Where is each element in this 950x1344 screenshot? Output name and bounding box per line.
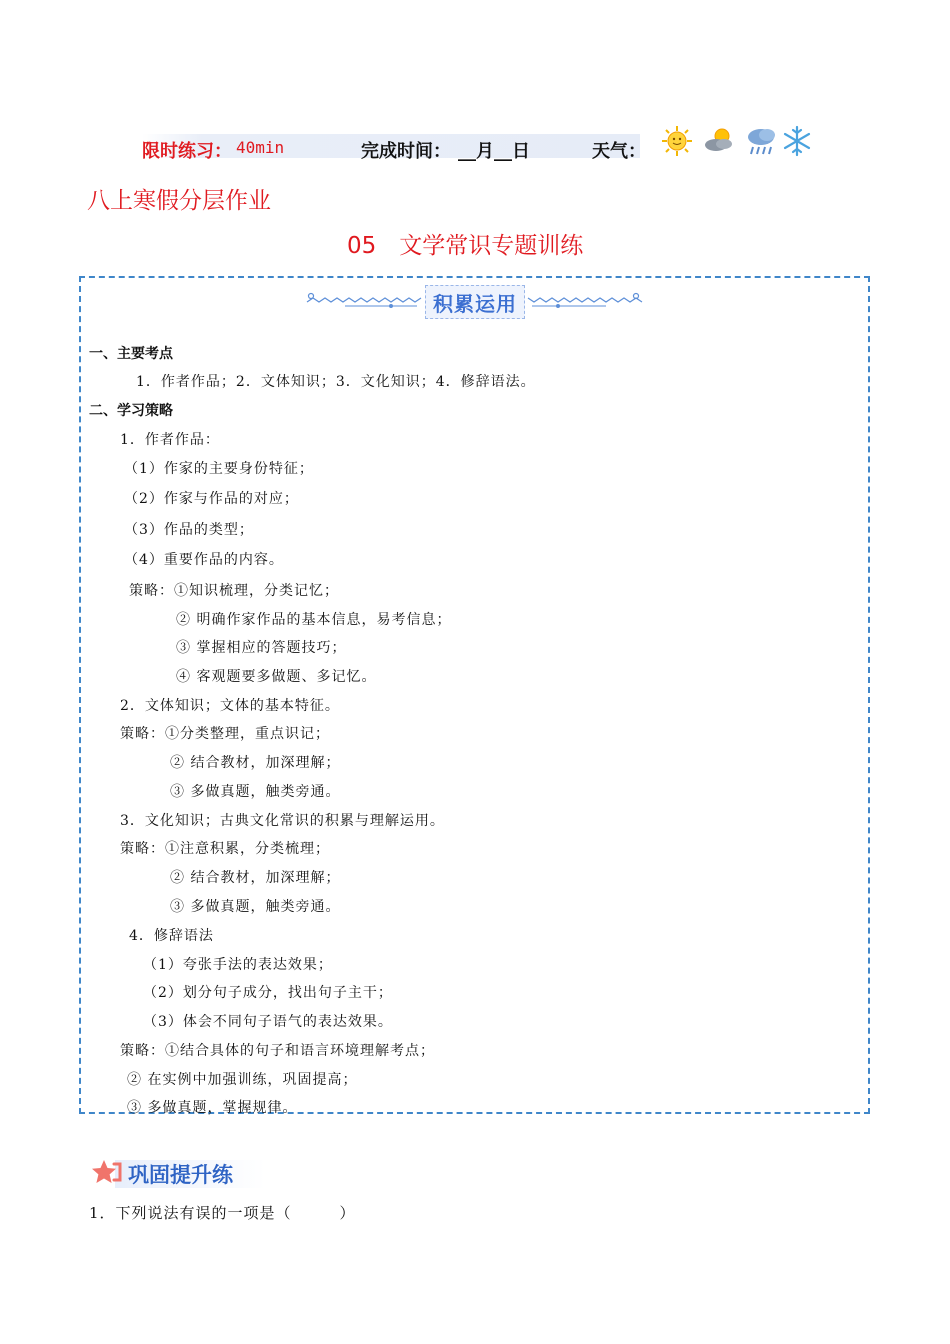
question-1: 1．下列说法有误的一项是（ ） bbox=[89, 1204, 356, 1222]
section1-heading: 一、主要考点 bbox=[89, 346, 173, 362]
strategy-line: （1）夸张手法的表达效果； bbox=[143, 957, 333, 973]
strategy-line: 1．作者作品： bbox=[120, 432, 220, 448]
snowflake-icon bbox=[780, 124, 814, 158]
finish-time-label: 完成时间： bbox=[361, 141, 451, 162]
strategy-line: ② 明确作家作品的基本信息，易考信息； bbox=[176, 612, 452, 628]
weather-label: 天气： bbox=[592, 141, 646, 162]
strategy-line: ③ 多做真题，掌握规律。 bbox=[127, 1100, 298, 1116]
time-limit-value: 40min bbox=[236, 138, 285, 157]
star-icon bbox=[90, 1158, 124, 1188]
strategy-line: 策略：①结合具体的句子和语言环境理解考点； bbox=[120, 1043, 435, 1059]
strategy-line: ② 结合教材，加深理解； bbox=[170, 870, 341, 886]
finish-time-value: __月__日 bbox=[458, 141, 530, 162]
strategy-line: ② 在实例中加强训练，巩固提高； bbox=[127, 1072, 358, 1088]
rain-icon bbox=[744, 124, 778, 158]
wave-divider-right bbox=[526, 292, 646, 312]
section1-line: 1．作者作品；2．文体知识；3．文化知识；4．修辞语法。 bbox=[136, 374, 536, 390]
strategy-line: 3．文化知识；古典文化常识的积累与理解运用。 bbox=[120, 813, 445, 829]
strategy-line: ④ 客观题要多做题、多记忆。 bbox=[176, 669, 377, 685]
strategy-line: （2）作家与作品的对应； bbox=[124, 491, 299, 507]
strategy-line: ② 结合教材，加深理解； bbox=[170, 755, 341, 771]
strategy-line: （2）划分句子成分，找出句子主干； bbox=[143, 985, 393, 1001]
strategy-line: 策略：①分类整理，重点识记； bbox=[120, 726, 330, 742]
strategy-line: ③ 多做真题，触类旁通。 bbox=[170, 899, 341, 915]
strategy-line: （3）体会不同句子语气的表达效果。 bbox=[143, 1014, 393, 1030]
strategy-line: 4．修辞语法 bbox=[129, 928, 214, 944]
partly-cloudy-icon bbox=[702, 124, 736, 158]
strategy-line: ③ 掌握相应的答题技巧； bbox=[176, 640, 347, 656]
strategy-line: 策略：①知识梳理，分类记忆； bbox=[129, 583, 339, 599]
strategy-line: （4）重要作品的内容。 bbox=[124, 552, 284, 568]
section2-heading: 二、学习策略 bbox=[89, 403, 173, 419]
practice-title: 巩固提升练 bbox=[128, 1163, 233, 1187]
time-limit-label: 限时练习： bbox=[142, 141, 232, 162]
strategy-line: ③ 多做真题，触类旁通。 bbox=[170, 784, 341, 800]
strategy-line: 2．文体知识；文体的基本特征。 bbox=[120, 698, 340, 714]
strategy-line: （3）作品的类型； bbox=[124, 522, 254, 538]
sun-icon bbox=[660, 124, 694, 158]
section-badge: 积累运用 bbox=[425, 285, 525, 319]
lesson-title: 05 文学常识专题训练 bbox=[347, 233, 584, 259]
strategy-line: 策略：①注意积累，分类梳理； bbox=[120, 841, 330, 857]
wave-divider-left bbox=[305, 292, 425, 312]
series-title: 八上寒假分层作业 bbox=[87, 188, 271, 214]
strategy-line: （1）作家的主要身份特征； bbox=[124, 461, 314, 477]
